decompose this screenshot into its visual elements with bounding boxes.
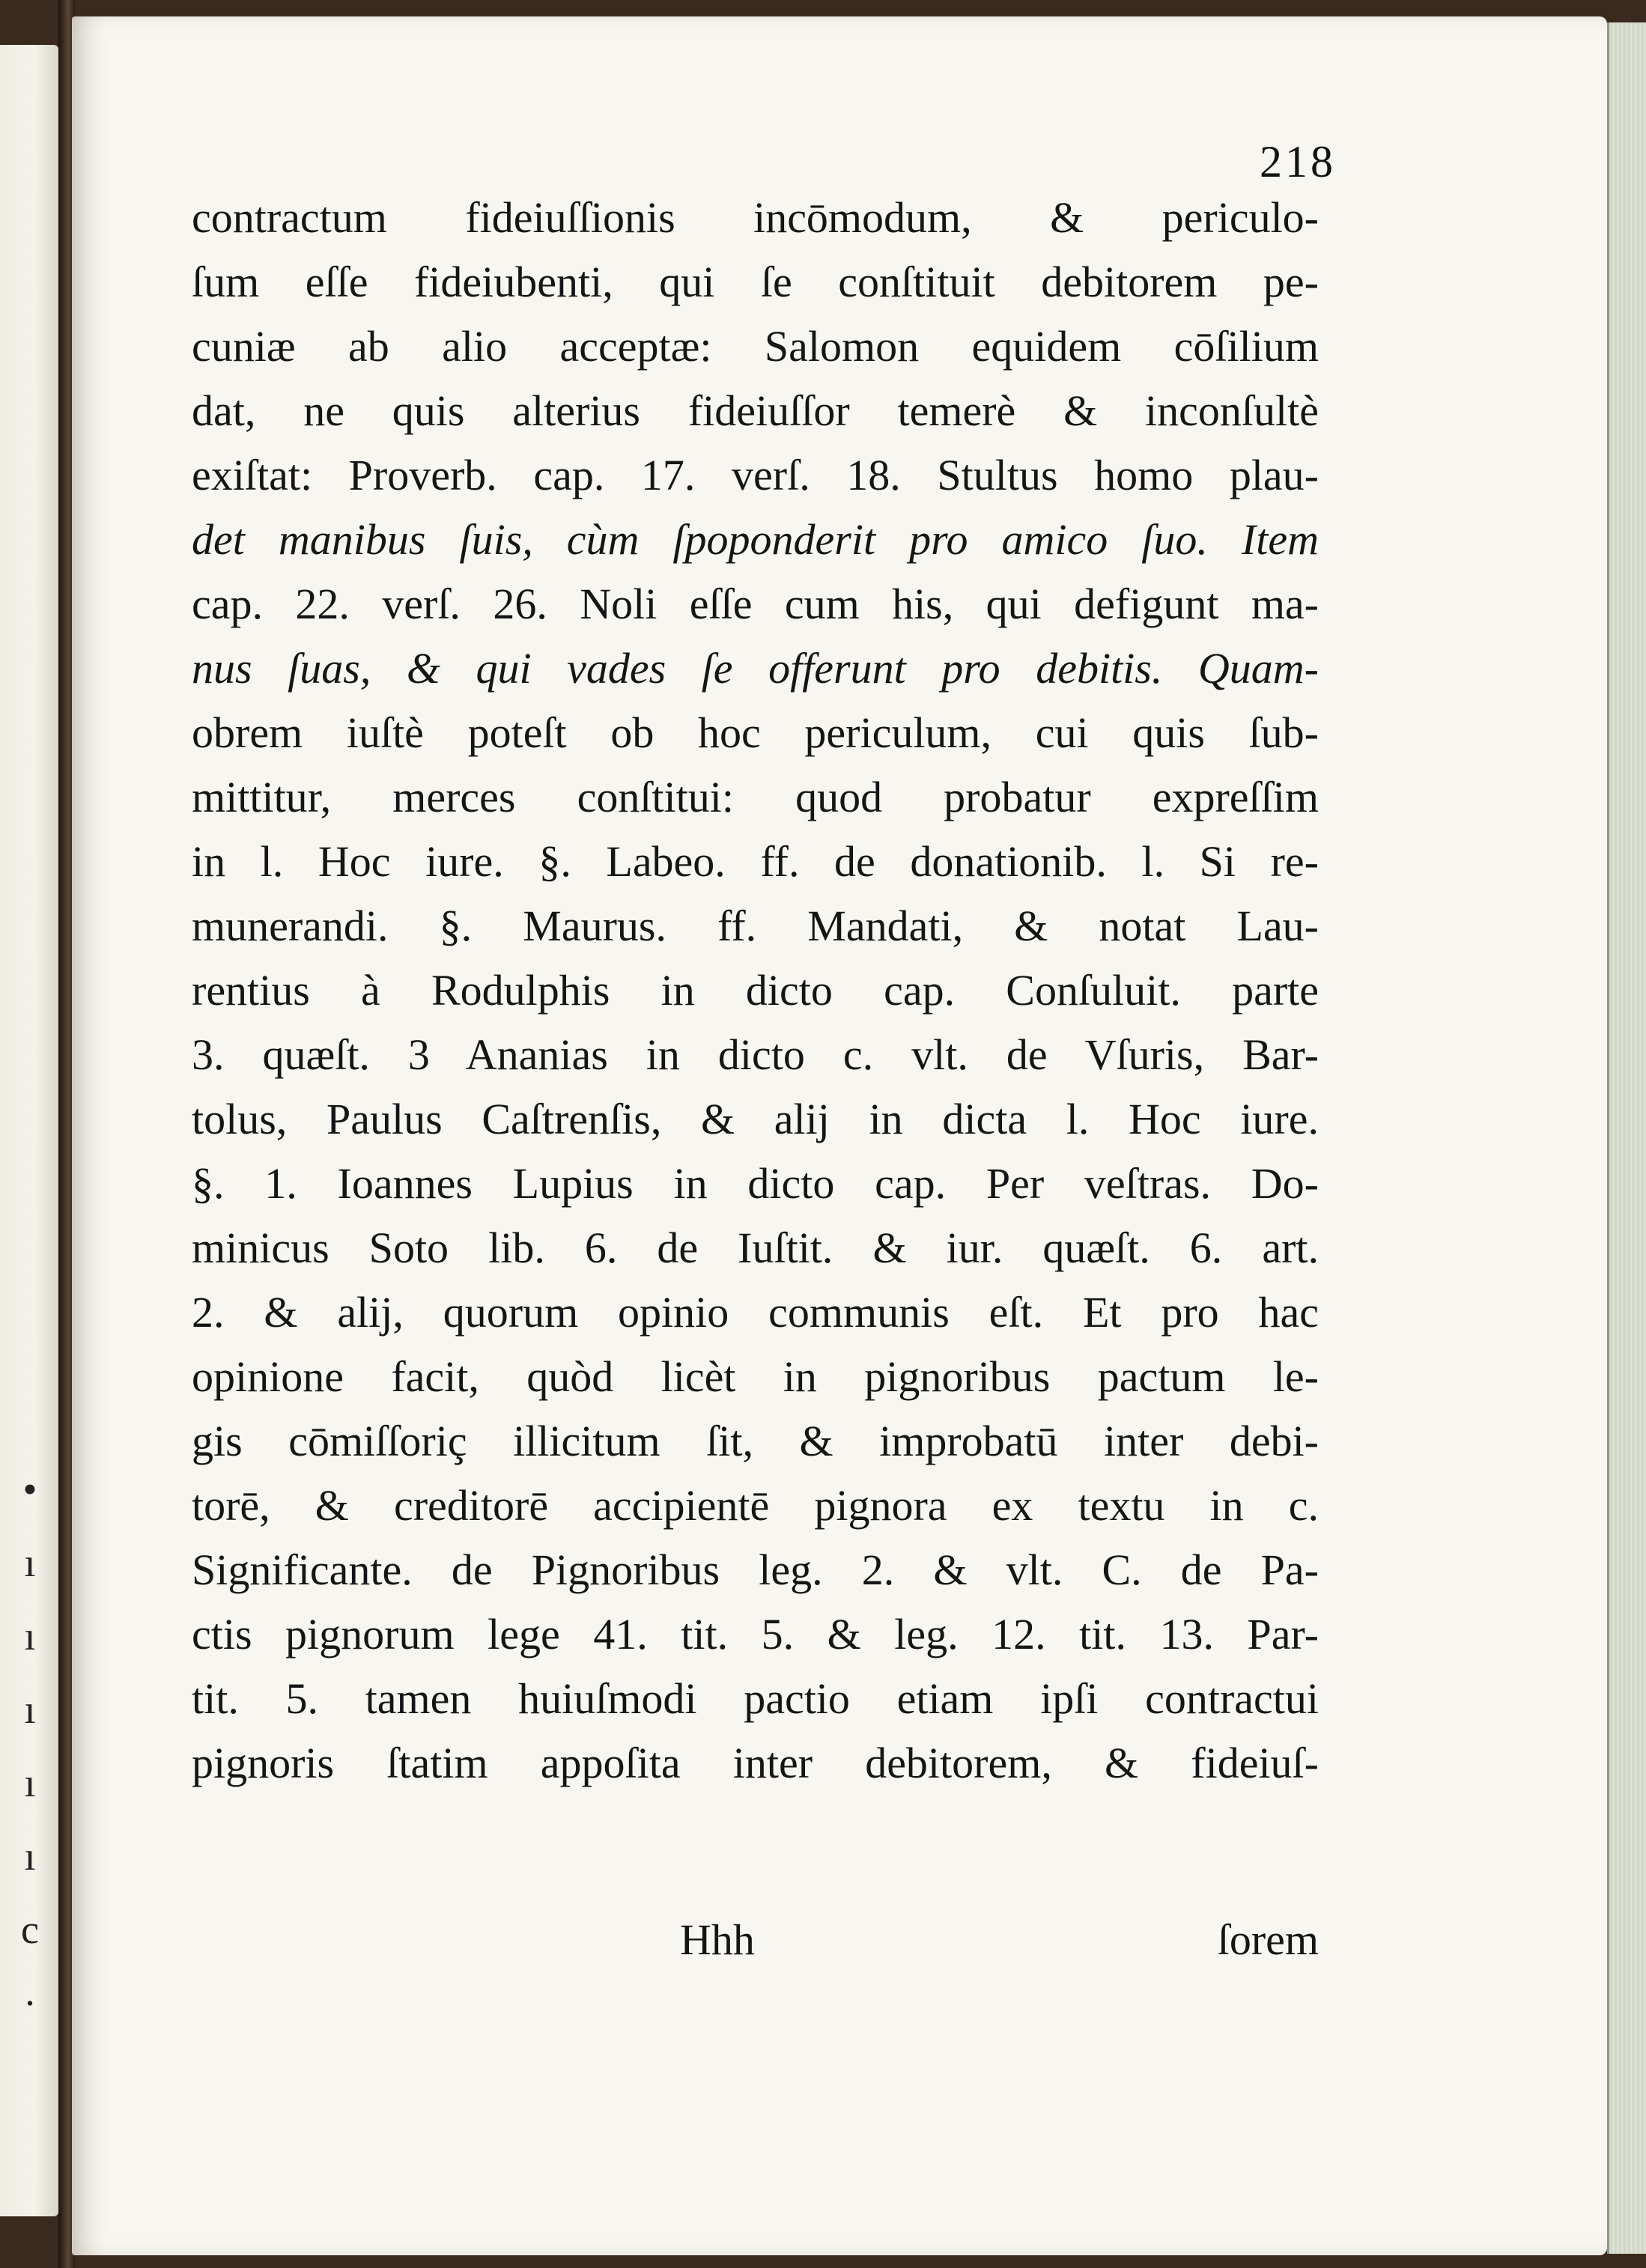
text-line: 2. & alij, quorum opinio communis eſt. Et pro hac [192,1288,1319,1337]
left-mark: ı [24,1834,36,1879]
left-mark: c [21,1907,39,1952]
text-line: in l. Hoc iure. §. Labeo. ff. de donationib. l. Si re- [192,837,1319,886]
text-line: det manibus ſuis, cùm ſpoponderit pro amico ſuo. Item [192,515,1319,564]
text-line: cuniæ ab alio acceptæ: Salomon equidem cōſilium [192,322,1319,371]
text-block [192,186,1319,1796]
left-mark: · [23,1980,37,2025]
text-line: munerandi. §. Maurus. ff. Mandati, & notat Lau- [192,902,1319,950]
text-line: contractum fideiuſſionis incōmodum, & periculo- [192,193,1319,242]
text-line: pignoris ſtatim appoſita inter debitorem, & fideiuſ- [192,1739,1319,1787]
text-line: gis cōmiſſoriç illicitum ſit, & improbatū inter debi- [192,1417,1319,1465]
text-line: rentius à Rodulphis in dicto cap. Conſuluit. parte [192,966,1319,1015]
text-line: obrem iuſtè poteſt ob hoc periculum, cui quis ſub- [192,708,1319,757]
signature-mark: Hhh [680,1915,755,1964]
left-mark: ı [24,1760,36,1805]
text-line: dat, ne quis alterius fideiuſſor temerè & inconſultè [192,386,1319,435]
text-line: 3. quæſt. 3 Ananias in dicto c. vlt. de Vſuris, Bar- [192,1030,1319,1079]
page-footer [192,1908,1319,1972]
page-number: 218 [1260,137,1336,186]
catchword: ſorem [1217,1915,1319,1964]
left-mark: ı [24,1687,36,1732]
text-line: ctis pignorum lege 41. tit. 5. & leg. 12. tit. 13. Par- [192,1610,1319,1659]
text-line: torē, & creditorē accipientē pignora ex textu in c. [192,1481,1319,1530]
text-line: ſum eſſe fideiubenti, qui ſe conſtituit debitorem pe- [192,258,1319,306]
left-mark: ı [24,1614,36,1659]
text-line: minicus Soto lib. 6. de Iuſtit. & iur. quæſt. 6. art. [192,1223,1319,1272]
left-page-edge [0,45,58,2216]
text-line: tolus, Paulus Caſtrenſis, & alij in dicta l. Hoc iure. [192,1095,1319,1143]
left-mark: • [22,1467,37,1512]
text-line: mittitur, merces conſtitui: quod probatur expreſſim [192,773,1319,821]
text-line: exiſtat: Proverb. cap. 17. verſ. 18. Stultus homo plau- [192,451,1319,499]
text-line: nus ſuas, & qui vades ſe offerunt pro debitis. Quam- [192,644,1319,693]
left-page-marks [15,1453,45,2040]
text-line: cap. 22. verſ. 26. Noli eſſe cum his, qui defigunt ma- [192,580,1319,628]
page-stack-edge [1607,22,1646,2254]
text-line: Significante. de Pignoribus leg. 2. & vlt. C. de Pa- [192,1545,1319,1594]
text-line: §. 1. Ioannes Lupius in dicto cap. Per veſtras. Do- [192,1159,1319,1208]
left-mark: ı [24,1540,36,1585]
text-line: opinione facit, quòd licèt in pignoribus pactum le- [192,1352,1319,1401]
book-page [72,16,1607,2255]
text-line: tit. 5. tamen huiuſmodi pactio etiam ipſi contractui [192,1674,1319,1723]
